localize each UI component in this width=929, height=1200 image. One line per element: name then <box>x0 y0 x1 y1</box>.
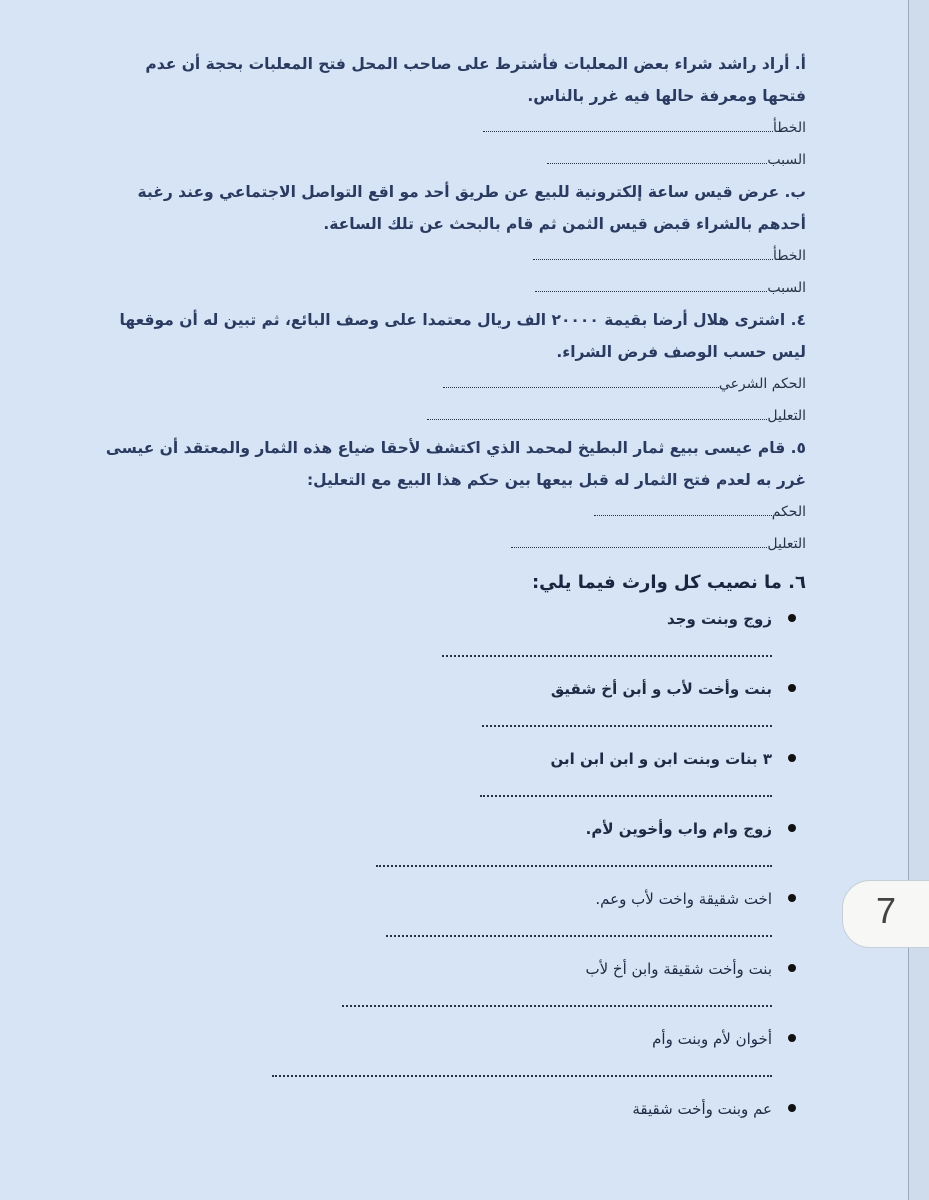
answer-line <box>100 642 772 656</box>
question-text: ٤. اشترى هلال أرضا بقيمة ٢٠٠٠٠ الف ريال معتمدا على وصف البائع، ثم تبين له أن موقعها ليس حسب الوصف فرض الشراء. <box>119 311 806 361</box>
bullet-icon <box>788 1034 796 1042</box>
answer-label: الحكم الشرعي <box>718 376 806 392</box>
page-number-tab <box>842 880 929 948</box>
answer-dotted-field[interactable] <box>483 119 773 132</box>
bullet-icon <box>788 754 796 762</box>
page-edge-strip <box>909 0 929 1200</box>
answer-line <box>100 852 772 866</box>
bullet-icon <box>788 614 796 622</box>
answer-line <box>100 782 772 796</box>
answer-line <box>100 992 772 1006</box>
answer-line <box>100 272 806 304</box>
answer-line <box>100 922 772 936</box>
heirs-list-item <box>100 816 772 866</box>
answer-line <box>100 144 806 176</box>
answer-dotted-field[interactable] <box>535 279 767 292</box>
answer-dotted-field[interactable] <box>482 724 772 727</box>
answer-dotted-field[interactable] <box>427 407 767 420</box>
question-text: ب. عرض قيس ساعة إلكترونية للبيع عن طريق أحد مو اقع التواصل الاجتماعي وعند رغبة أحدهم بالشراء قبض قيس الثمن ثم قام بالبحث عن تلك الساعة. <box>137 183 806 233</box>
answer-dotted-field[interactable] <box>511 535 767 548</box>
heirs-list-item <box>100 676 772 726</box>
answer-label: الخطأ <box>773 248 806 264</box>
heirs-list-item <box>100 746 772 796</box>
heirs-list-item <box>100 956 772 1006</box>
answer-line <box>100 240 806 272</box>
heirs-list-item <box>100 1096 772 1122</box>
question-text: ٥. قام عيسى ببيع ثمار البطيخ لمحمد الذي اكتشف لأحقا ضياع هذه الثمار والمعتقد أن عيسى غرر به لعدم فتح الثمار له قبل بيعها بين حكم هذا البيع مع التعليل: <box>105 439 806 489</box>
answer-dotted-field[interactable] <box>376 864 772 867</box>
bullet-icon <box>788 1104 796 1112</box>
heirs-case-text: عم وبنت وأخت شقيقة <box>632 1100 772 1118</box>
answer-line <box>100 496 806 528</box>
bullet-icon <box>788 894 796 902</box>
heirs-case-text: بنت وأخت شقيقة وابن أخ لأب <box>585 960 772 978</box>
answer-dotted-field[interactable] <box>442 654 772 657</box>
question-text: أ. أراد راشد شراء بعض المعلبات فأشترط على صاحب المحل فتح المعلبات بحجة أن عدم فتحها ومعرفة حالها فيه غرر بالناس. <box>145 55 806 105</box>
answer-label: السبب <box>767 280 806 296</box>
heirs-case-text: زوج وبنت وجد <box>667 610 772 628</box>
answer-line <box>100 400 806 432</box>
answer-label: الحكم <box>771 504 806 520</box>
answer-line <box>100 112 806 144</box>
heirs-list-item <box>100 606 772 656</box>
answer-line <box>100 1062 772 1076</box>
heirs-case-text: بنت وأخت لأب و أبن أخ شقيق <box>550 680 772 698</box>
questions-section <box>100 48 806 560</box>
answer-dotted-field[interactable] <box>272 1074 772 1077</box>
answer-dotted-field[interactable] <box>547 151 767 164</box>
answer-line <box>100 712 772 726</box>
worksheet-content <box>100 48 806 1122</box>
heirs-case-text: اخت شقيقة واخت لأب وعم. <box>595 890 772 908</box>
answer-label: التعليل <box>767 408 806 424</box>
answer-label: السبب <box>767 152 806 168</box>
answer-dotted-field[interactable] <box>386 934 772 937</box>
bullet-icon <box>788 964 796 972</box>
answer-dotted-field[interactable] <box>533 247 773 260</box>
bullet-icon <box>788 824 796 832</box>
answer-label: التعليل <box>767 536 806 552</box>
heirs-list-item <box>100 1026 772 1076</box>
answer-label: الخطأ <box>773 120 806 136</box>
heirs-case-text: زوج وام واب وأخوين لأم. <box>585 820 772 838</box>
question-6-title: ٦. ما نصيب كل وارث فيما يلي: <box>531 572 806 593</box>
page-number: 7 <box>876 890 897 931</box>
heirs-case-text: ٣ بنات وبنت ابن و ابن ابن ابن <box>550 750 772 768</box>
answer-line <box>100 528 806 560</box>
answer-dotted-field[interactable] <box>594 503 772 516</box>
heirs-list <box>100 606 806 1122</box>
answer-dotted-field[interactable] <box>480 794 772 797</box>
heirs-list-item <box>100 886 772 936</box>
answer-dotted-field[interactable] <box>342 1004 772 1007</box>
answer-dotted-field[interactable] <box>443 375 719 388</box>
answer-line <box>100 368 806 400</box>
heirs-case-text: أخوان لأم وبنت وأم <box>652 1030 772 1048</box>
bullet-icon <box>788 684 796 692</box>
